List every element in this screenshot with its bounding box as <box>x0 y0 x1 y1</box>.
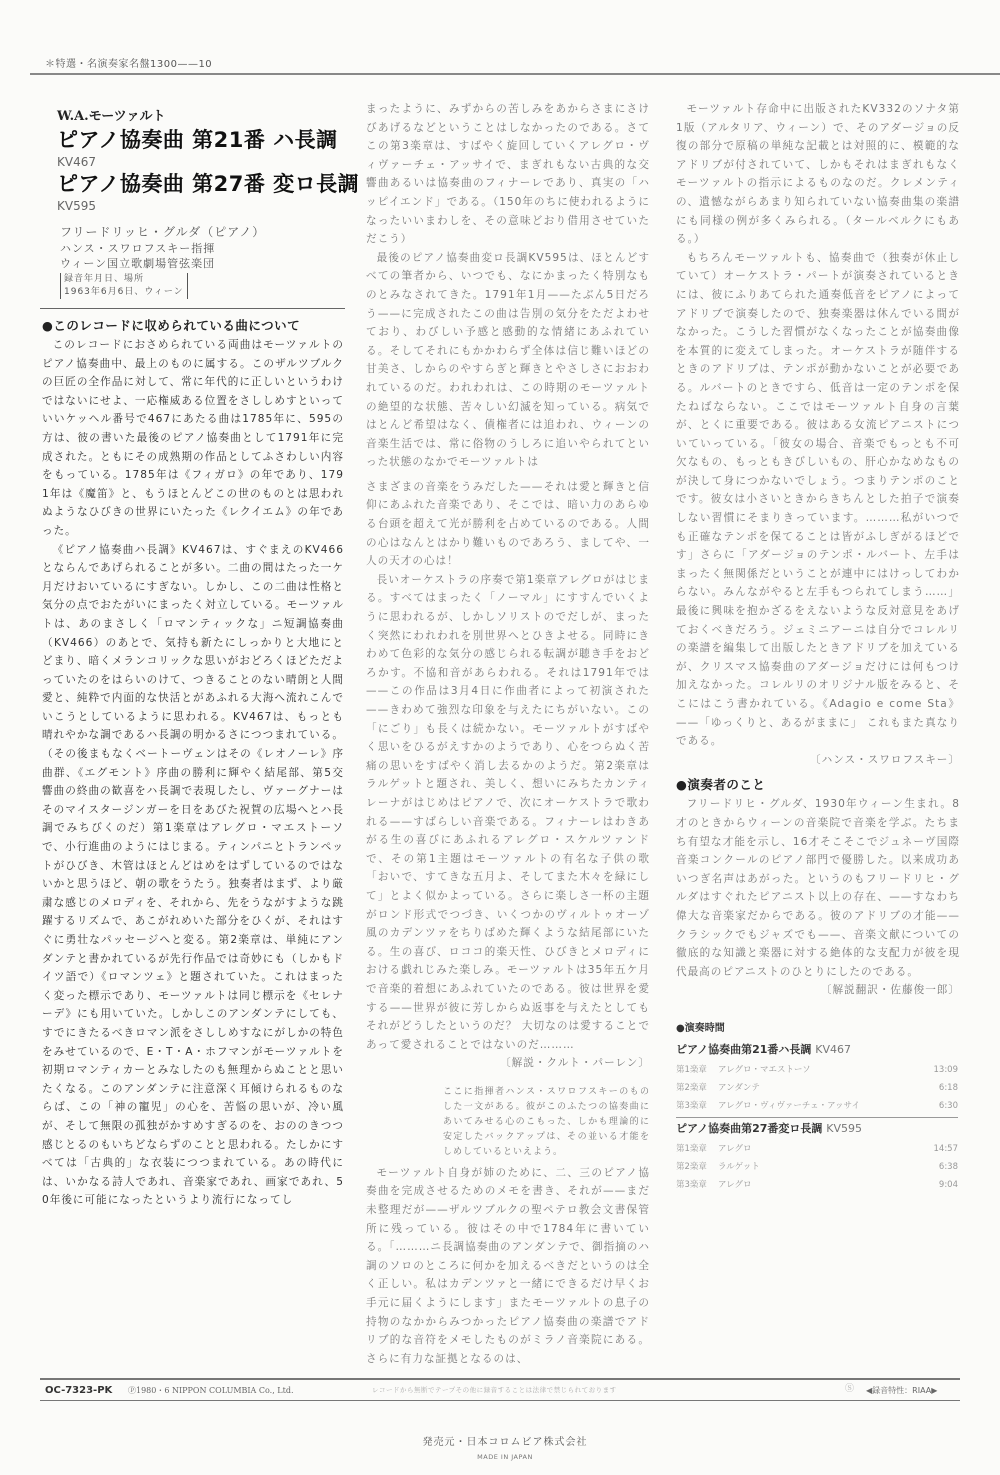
movement-duration: 6:18 <box>938 1082 958 1093</box>
column-2 <box>366 100 650 1368</box>
publisher: 発売元・日本コロムビア株式会社 <box>422 1437 588 1448</box>
movement-row <box>676 1158 958 1176</box>
work-kv-1: KV467 <box>57 155 96 169</box>
body-paragraph: このレコードにおさめられている両曲はモーツァルトのピアノ協奏曲中、最上のものに属する。このザルツブルクの巨匠の全作品に対して、常に年代的に正しいというわけではないにせよ、一応権威ある位置をさししめすといっていいケッヘル番号で467にあたる曲は1785年に、595の方は、彼の書いた最後のピアノ協奏曲として1791年に完成された。ともにその成熟期の作品としてふさわしい内容をもっている。1785年は《フィガロ》の年であり、1791年は《魔笛》と、もうほとんどこの世のものとは思われぬようなひびきの世界にいたった《レクイエム》の年であった。 <box>42 339 344 537</box>
movement-number: 第1楽章 <box>676 1064 707 1075</box>
movement-tempo: アレグロ <box>718 1179 752 1190</box>
movement-row <box>676 1176 958 1194</box>
movement-number: 第1楽章 <box>676 1143 707 1154</box>
movement-duration: 6:30 <box>938 1100 958 1111</box>
body-paragraph: フリードリヒ・グルダ、1930年ウィーン生まれ。8才のときからウィーンの音楽院で音楽を学ぶ。たちまち有望な才能を示し、16才そこそこでジュネーヴ国際音楽コンクールのピアノ部門で優勝した。以来成功あいつぎ名声はあがった。というのもフリードリヒ・グルダはすぐれたピアニスト以上の存在、——すなわち偉大な音楽家だからである。彼のアドリブの才能——クラシックでもジャズでも——、音楽文献についての徹底的な知識と楽器に対する絶体的な支配力が彼を現代最高のピアニストのひとりにしたのである。 <box>676 798 960 978</box>
work-kv-2: KV595 <box>57 199 96 213</box>
work-title-1: ピアノ協奏曲 第21番 ハ長調 <box>57 128 338 152</box>
movement-duration: 13:09 <box>933 1064 958 1075</box>
body-paragraph: 長いオーケストラの序奏で第1楽章アレグロがはじまる。すべてはまったく「ノーマル」にすすんでいくように思われるが、しかしソリストのでだしが、まったく突然にわれわれを別世界へとひきよせる。同時にきわめて色彩的な気分の感じられる転調が聴き手をおどろかす。不協和音があらわれる。それは1791年では——この作品は3月4日に作曲者によって初演された——きわめて強烈な印象を与えたにちがいない。この「にごり」も長くは続かない。モーツァルトがすばやく思いをひるがえすかのようであり、心をつらぬく苦痛の思いをすばやく消し去るかのようだ。第2楽章はラルゲットと題され、美しく、想いにみちたカンティレーナがはじめはピアノで、次にオーケストラで歌われる——すばらしい音楽である。フィナーレはわきあがる生の喜びにあふれるアレグロ・スケルツァンドで、その第1主題はモーツァルトの有名な子供の歌「おいで、すてきな五月よ、そしてまた木々を緑にして」とよく似かよっている。さらに楽しさ一杯の主題がロンド形式でつづき、いくつかのヴィルトゥオーゾ風のカデンツァをちりばめた輝くような結尾部にいたる。生の喜び、ロココ的楽天性、ひびきとメロディにおける戯れじみた楽しみ。モーツァルトは35年五ケ月で音楽的着想にあふれていたのである。彼は世界を愛する——世界が彼に芳しからぬ返事を与えたとしてもそれがどうしたというのだ？ 大切なのは愛することであって愛されることではないのだ……… <box>366 573 650 1051</box>
movement-number: 第2楽章 <box>676 1082 707 1093</box>
movement-number: 第3楽章 <box>676 1179 707 1190</box>
body-paragraph: まったように、みずからの苦しみをあからさまにさけびあげるなどということはしなかったのである。さてこの第3楽章は、すばやく旋回していくアレグロ・ヴィヴァーチェ・アッサイで、まぎれもない古典的な交響曲あるいは協奏曲のフィナーレであり、真実の「ハッピイエンド」である。（150年のちに使われるようになったいいまわしを、その意味どおり借用させていただこう） <box>366 103 650 246</box>
author-attribution: 〔解説・クルト・パーレン〕 <box>500 1057 650 1070</box>
timing-work-name: ピアノ協奏曲第21番ハ長調 <box>676 1042 812 1056</box>
timing-work-kv: KV595 <box>826 1121 863 1135</box>
section-heading-performer: ●演奏者のこと <box>676 777 766 793</box>
composer-name: W.A.モーツァルト <box>57 109 166 124</box>
footer-divider-bottom <box>40 1400 960 1401</box>
copy-warning: レコードから無断でテープその他に録音することは法律で禁じられております <box>372 1386 617 1394</box>
body-paragraph: モーツァルト自身が姉のために、二、三のピアノ協奏曲を完成させるためのメモを書き、それが——まだ未整理だが——ザルツブルクの聖ペテロ教会文書保管所に残っている。彼はその中で1784年に書いている。「………ニ長調協奏曲のアンダンテで、御指摘のハ調のソロのところに何かを加えるべきだというのは全く正しい。私はカデンツァと一緒にできるだけ早くお手元に届くようにします」またモーツァルトの息子の持物のなかからみつかったピアノ協奏曲の楽譜でアドリブ的な音符をメモしたものがミラノ音楽院にある。さらに有力な証拠となるのは、 <box>366 1166 650 1365</box>
performer-orchestra: ウィーン国立歌劇場管弦楽団 <box>60 257 216 270</box>
recording-value: 1963年6月6日、ウィーン <box>64 287 184 297</box>
movement-tempo: アレグロ・ヴィヴァーチェ・アッサイ <box>718 1100 860 1111</box>
body-paragraph: 最後のピアノ協奏曲変ロ長調KV595は、ほとんどすべての筆者から、いつでも、なにかまったく特別なものとみなされてきた。1791年1月——たぶん5日だろう——に完成されたこの曲は告別の気分をただよわせており、わびしい予感と感動的な情緒にあふれている。そしてそれにもかかわらず全体は信じ難いほどの甘美さ、しからのやすらぎと輝きとやさしさにおおわれているのだ。われわれは、この時期のモーツァルトの絶望的な状態、苦々しい幻滅を知っている。病気ではとんど希望はなく、債権者には追われ、ウィーンの音楽生活では、常に俗物のうしろに追いやられてといった状態のなかでモーツァルトは <box>366 251 650 469</box>
movement-row <box>676 1140 958 1158</box>
movement-number: 第3楽章 <box>676 1100 707 1111</box>
series-label: ＊特選・名演奏家名盤1300——10 <box>45 59 213 70</box>
footer <box>0 1373 1000 1475</box>
movement-row <box>676 1061 958 1079</box>
movement-duration: 14:57 <box>933 1143 958 1154</box>
movement-duration: 9:04 <box>938 1179 958 1190</box>
body-paragraph: さまざまの音楽をうみだした——それは愛と輝きと信仰にあふれた音楽であり、そこでは、暗い力のあらゆる台頭を超えて光が勝利を占めているのである。人間の心はなんとはかり難いものであろう、ましてや、一人の天才の心は！ <box>366 480 650 568</box>
recording-label: 録音年月日、場所 <box>64 274 145 284</box>
author-attribution: 〔ハンス・スワロフスキー〕 <box>810 753 960 766</box>
section-heading-about-works: ●このレコードに収められている曲について <box>42 318 301 333</box>
footer-divider-top <box>40 1378 960 1380</box>
made-in-japan: MADE IN JAPAN <box>477 1453 533 1461</box>
header-divider <box>40 308 345 309</box>
movement-row <box>676 1097 958 1115</box>
timing-divider <box>676 1117 958 1118</box>
translator-attribution: 〔解説翻訳・佐藤俊一郎〕 <box>820 984 960 997</box>
body-paragraph: モーツァルト存命中に出版されたKV332のソナタ第1版（アルタリア、ウィーン）で、そのアダージョの反復の部分で原稿の単純な記載とは対照的に、模範的なアドリブが付されていて、しかもそれはまぎれもなくモーツァルトの指示によるものなのだ。クレメンティの、遺憾ながらあまり知られていない協奏曲集の楽譜にも同様の例が多くみられる。（タールベルクにもある。） <box>676 103 960 246</box>
movement-tempo: アンダンテ <box>718 1082 760 1093</box>
movement-number: 第2楽章 <box>676 1161 707 1172</box>
work-title-2: ピアノ協奏曲 第27番 変ロ長調 <box>57 172 360 196</box>
timing-work-kv: KV467 <box>815 1042 852 1056</box>
timings-heading: ●演奏時間 <box>676 1022 725 1034</box>
editor-note: ここに指揮者ハンス・スワロフスキーのものした一文がある。彼がこのふたつの協奏曲にあいてみせる心のこもった、しかも理論的に安定したバックアップは、その並いる才能をしめしているといえよう。 <box>443 1086 650 1157</box>
top-divider <box>30 73 1000 75</box>
timing-work-name: ピアノ協奏曲第27番変ロ長調 <box>676 1121 823 1135</box>
performer-conductor: ハンス・スワロフスキー指揮 <box>60 242 216 255</box>
stereo-icon: Ⓢ <box>845 1384 855 1394</box>
movement-tempo: ラルゲット <box>718 1161 760 1172</box>
column-1 <box>42 316 344 1210</box>
body-paragraph: もちろんモーツァルトも、協奏曲で（独奏が休止していて）オーケストラ・パートが演奏されているときには、彼にふりあてられた通奏低音をピアノによってアドリブで演奏したので、独奏楽器は休んでいる間がなかった。こうした習慣がなくなったことが協奏曲像を本質的に変えてしまった。オーケストラが随伴するときのアドリブは、テンポが動かないことが必要である。ルバートのときですら、低音は一定のテンポを保たねばならない。ここではモーツァルト自身の言葉が、とくに重要である。彼はある女流ピアニストについていっている。「彼女の場合、音楽でもっとも不可欠なもの、もっともきびしいもの、肝心かなめなものが決して身につかないでしょう。つまりテンポのことです。彼女は小さいときからきちんとした拍子で演奏しない習慣にそまりきっています。………私がいつでも正確なテンポを保てることは皆がふしぎがるほどです」さらに「アダージョのテンポ・ルバート、左手はまったく無関係だということが連中にはけっしてわからない。みんながやると左手もつられてしまう……」最後に興味を抱かざるをえないような反対意見をあげておくべきだろう。ジェミニアーニは自分でコレルリの楽譜を編集して出版したときアドリブを加えているが、クリスマス協奏曲のアダージョだけには何もつけ加えなかった。コレルリのオリジナル版をみると、そこにはこう書かれている。《Adagio e come Sta》——「ゆっくりと、あるがままに」 これもまた真なりである。 <box>676 251 960 748</box>
timing-work-title <box>676 1121 958 1136</box>
movement-duration: 6:38 <box>938 1161 958 1172</box>
movement-tempo: アレグロ・マエストーソ <box>718 1064 811 1075</box>
movement-row <box>676 1079 958 1097</box>
eq-curve: ◀録音特性：RIAA▶ <box>866 1386 938 1395</box>
performers <box>60 224 265 299</box>
timing-work-title <box>676 1042 958 1057</box>
recording-info <box>60 273 188 299</box>
movement-tempo: アレグロ <box>718 1143 752 1154</box>
performer-soloist: フリードリッヒ・グルダ（ピアノ） <box>60 225 266 239</box>
catalog-number: OC-7323-PK <box>45 1385 113 1396</box>
copyright: Ⓟ1980・6 NIPPON COLUMBIA Co., Ltd. <box>128 1386 294 1395</box>
column-3 <box>676 100 960 1194</box>
body-paragraph: 《ピアノ協奏曲ハ長調》KV467は、すぐまえのKV466とならんであげられることが多い。二曲の間はたった一ケ月だけおいているにすぎない。しかし、この二曲は性格と気分の点でおたがいにまったく対立している。モーツァルトは、あのまさしく「ロマンティックな」ニ短調協奏曲（KV466）のあとで、気持も新たにしっかりと大地にとどまり、暗くメランコリックな思いがおどろくほどただよっていたのをはらいのけて、つきることのない晴朗と人間愛と、純粋で内面的な快活とがあふれる大海へ流れこんでいこうとしているように思われる。KV467は、もっとも晴れやかな調であるハ長調の明かるさにつつまれている。（その後まもなくベートーヴェンはその《レオノーレ》序曲群、《エグモント》序曲の勝利に輝やく結尾部、第5交響曲の終曲の歓喜をハ長調で表現したし、ヴァーグナーはそのマイスタージンガーを日をあびた祝賀の広場へとハ長調でみちびくのだ）第1楽章はアレグロ・マエストーソで、小行進曲のようにはじまる。ティンパニとトランペットがひびき、木管はほとんどはめをはずしているのではないかと思うほど、朝の歌をうたう。独奏者はまず、より厳粛な感じのメロディを、それから、先をうながすような跳躍するリズムで、あこがれめいた部分をひくが、それはすぐに勇壮なパッセージへと変る。第2楽章は、単純にアンダンテと書かれているが先行作品では奇妙にも（しかもドイツ語で）《ロマンツェ》と題されていた。これはまったく変った標示であり、モーツァルトは同じ標示を《セレナーデ》にも用いていた。しかしこのアンダンテにしても、すでにきたるべきロマン派をさししめすなにがしかの特色をみせているので、E・T・A・ホフマンがモーツァルトを初期ロマンティカーとみなしたのも無理からぬことと思いたくなる。このアンダンテに注意深く耳傾けられるものならば、この「神の寵児」の心を、苦悩の思いが、冷い風が、そして無限の孤独がかすめすぎるのを、おののきつつ感じとるのもいちどならずのことと思われる。たしかにすべては「古典的」な衣装につつまれている。あの時代には、いかなる詩人であれ、音楽家であれ、画家であれ、50年後に可能になったというより流行になってし <box>42 543 344 1207</box>
performance-times <box>676 1022 958 1194</box>
